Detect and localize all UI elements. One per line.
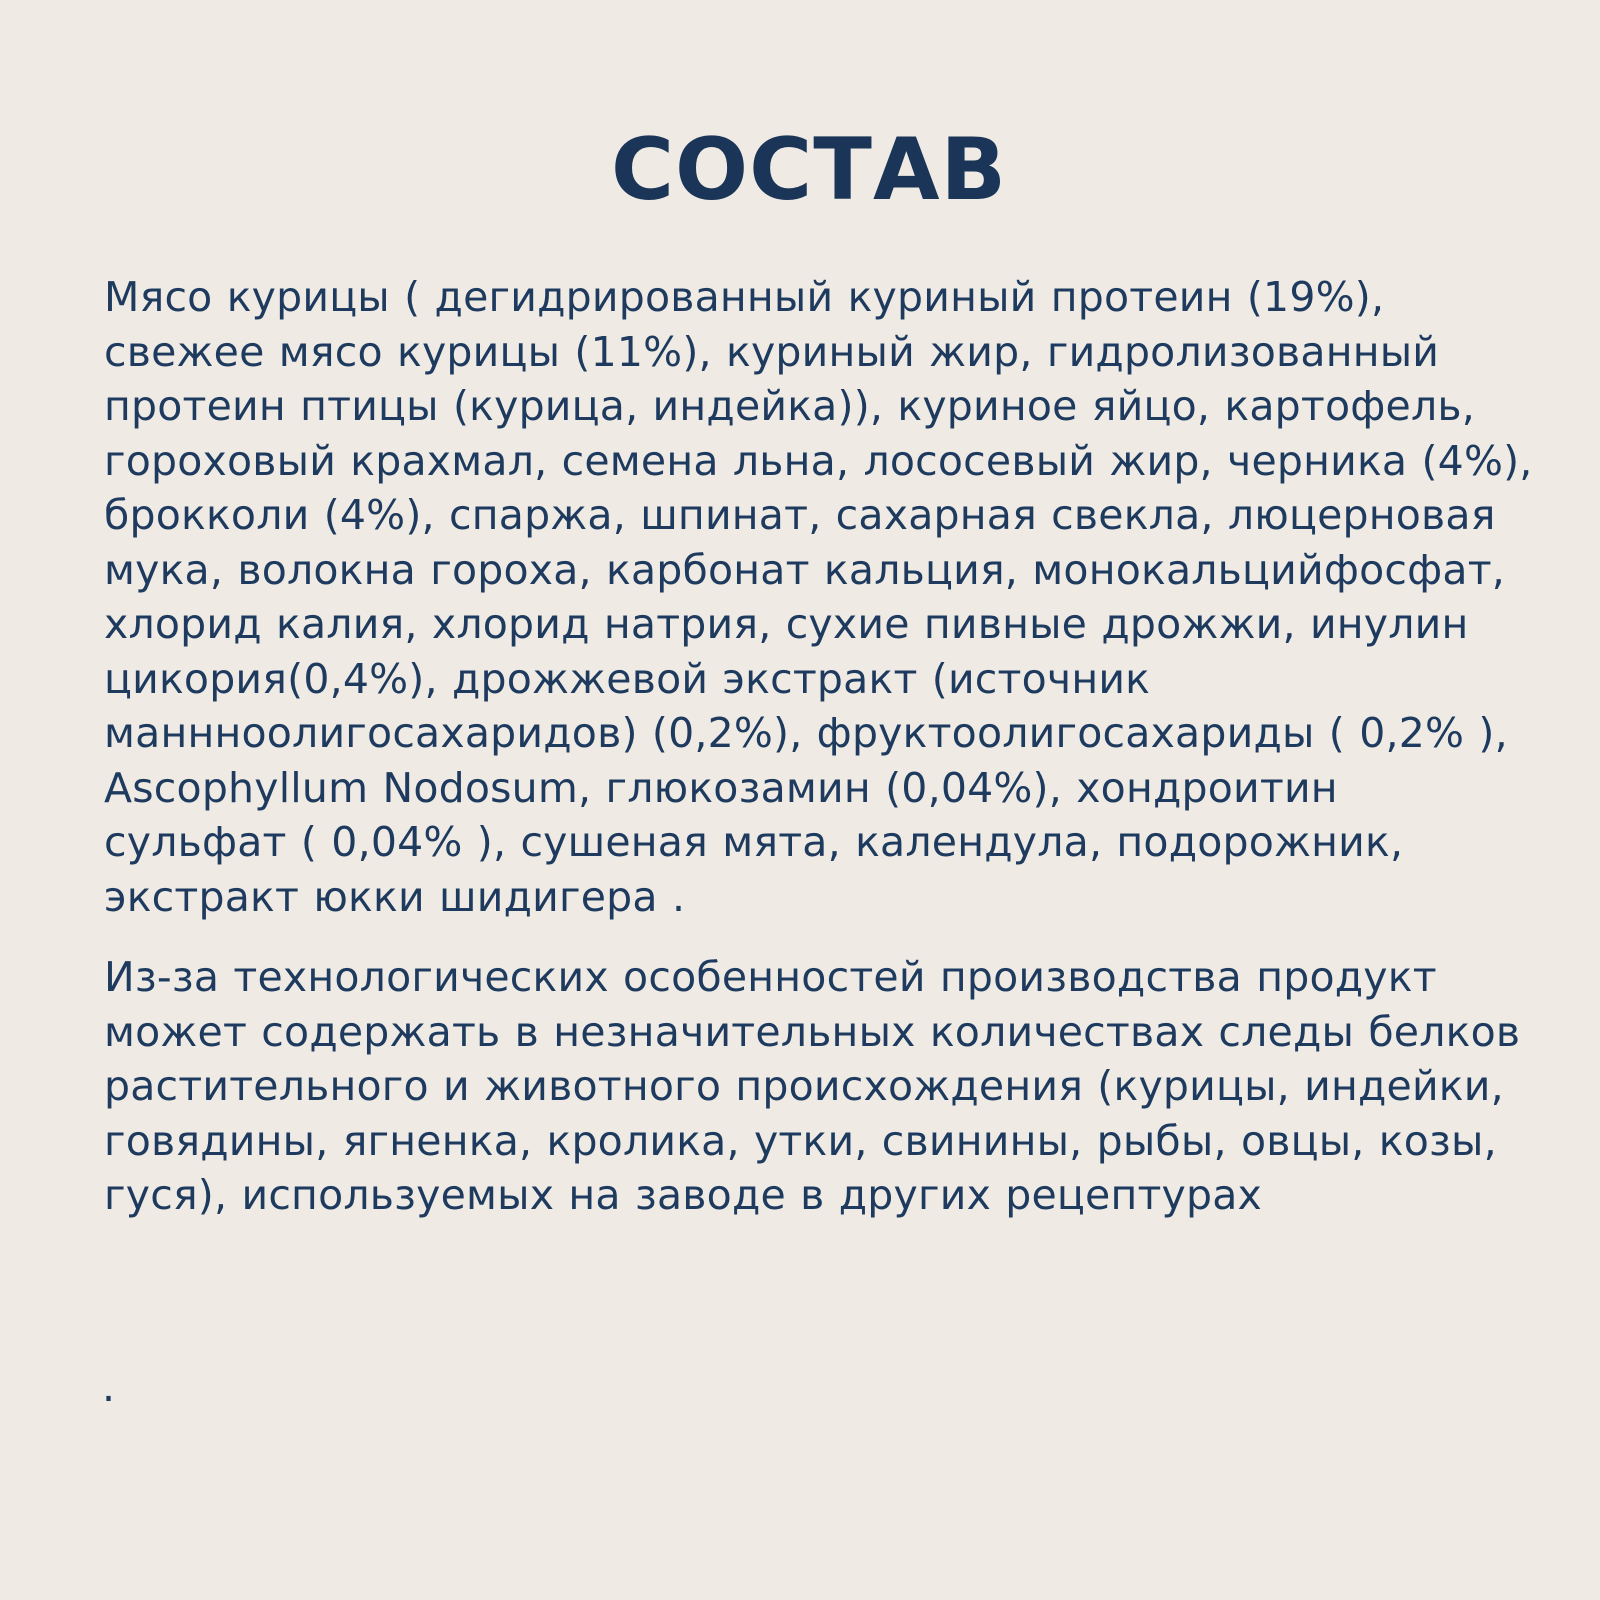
page-title: СОСТАВ bbox=[610, 120, 1008, 220]
trailing-mark: . bbox=[102, 1363, 116, 1411]
composition-text: Мясо курицы ( дегидрированный куриный протеин (19%), свежее мясо курицы (11%), куриный жир, гидролизованный протеин птицы (курица, индейка)), куриное яйцо, картофель, гороховый крахмал, семена льна, лососевый жир, черника (4%), брокколи (4%), спаржа, шпинат, сахарная свекла, люцерновая мука, волокна гороха, карбонат кальция, монокальцийфосфат, хлорид калия, хлорид натрия, сухие пивные дрожжи, инулин цикория(0,4%), дрожжевой экстракт (источник маннноолигосахаридов) (0,2%), фруктоолигосахариды ( 0,2% ), Ascophyllum Nodosum, глюкозамин (0,04%), хондроитин сульфат ( 0,04% ), сушеная мята, календула, подорожник, экстракт юкки шидигера . bbox=[104, 273, 1533, 921]
allergen-warning-text: Из-за технологических особенностей производства продукт может содержать в незначительных количествах следы белков растительного и животного происхождения (курицы, индейки, говядины, ягненка, кролика, утки, свинины, рыбы, овцы, козы, гуся), используемых на заводе в других рецептурах bbox=[104, 953, 1521, 1219]
